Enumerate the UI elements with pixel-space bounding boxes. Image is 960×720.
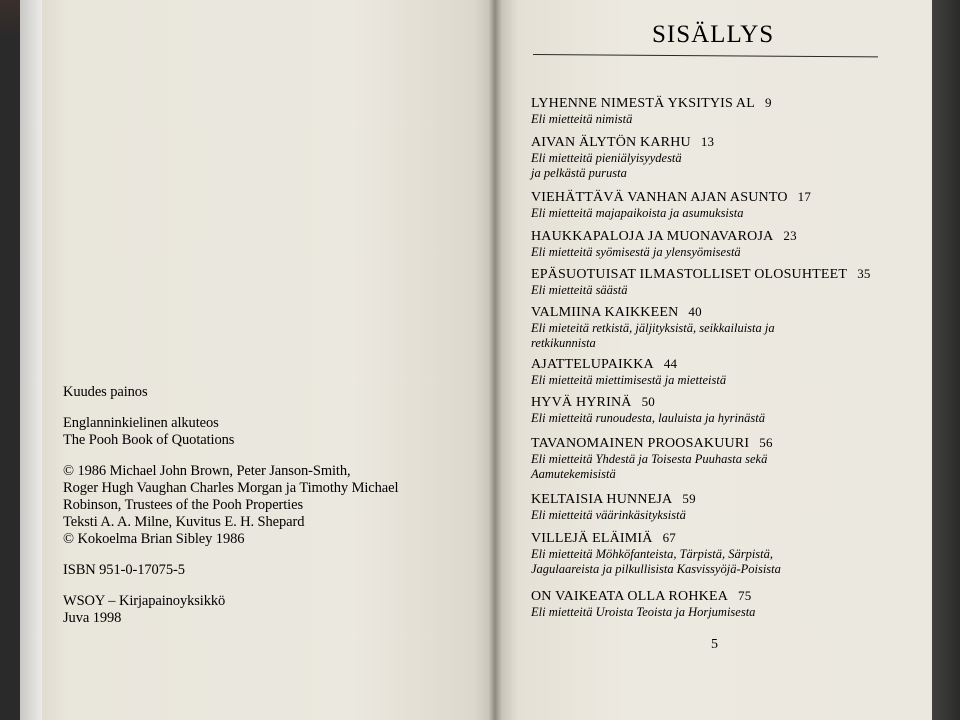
entry-page: 50 [641,394,655,409]
entry-subtitle: Eli mietteitä nimistä [531,112,633,126]
copyright-block [63,463,463,548]
entry-heading: ON VAIKEATA OLLA ROHKEA [531,589,729,604]
toc-entry [531,490,901,523]
entry-page: 75 [738,588,752,603]
copyright-line: © 1986 Michael John Brown, Peter Janson-Smith, [63,463,351,479]
copyright-line: © Kokoelma Brian Sibley 1986 [63,531,245,547]
entry-heading: HYVÄ HYRINÄ [531,395,632,410]
toc-entry [531,303,901,351]
toc-entry [531,587,901,620]
entry-heading: VALMIINA KAIKKEEN [531,305,679,320]
toc-entry [531,133,901,181]
copyright-line: Roger Hugh Vaughan Charles Morgan ja Timothy Michael [63,480,399,496]
page-number: 5 [711,637,718,652]
entry-subtitle: Eli mietteitä väärinkäsityksistä [531,508,686,522]
toc-entry [531,265,901,298]
entry-subtitle: Eli mieteitä retkistä, jäljityksistä, seikkailuista ja [531,321,775,335]
entry-page: 23 [783,228,797,243]
toc-entry [531,94,901,127]
entry-heading: KELTAISIA HUNNEJA [531,492,673,507]
toc-entry [531,188,901,221]
toc-entry [531,393,901,426]
original-title: The Pooh Book of Quotations [63,432,235,448]
entry-subtitle: Eli mietteitä Yhdestä ja Toisesta Puuhasta sekä [531,452,768,466]
place-year-text: Juva 1998 [63,610,122,626]
imprint-block [63,384,463,641]
entry-page: 9 [764,95,772,110]
edition-text: Kuudes painos [63,384,148,400]
toc-entry [531,434,901,482]
entry-page: 13 [700,134,715,149]
entry-heading: AIVAN ÄLYTÖN KARHU [531,135,691,150]
entry-subtitle: Eli mietteitä syömisestä ja ylensyömisestä [531,245,741,259]
entry-subtitle: Aamutekemisistä [531,467,616,481]
entry-heading: EPÄSUOTUISAT ILMASTOLLISET OLOSUHTEET [531,267,848,282]
toc-entry [531,355,901,388]
entry-subtitle: Jagulaareista ja pilkullisista Kasvissyöjä-Poisista [531,562,781,576]
entry-heading: VIEHÄTTÄVÄ VANHAN AJAN ASUNTO [531,190,788,205]
entry-subtitle: Eli mietteitä säästä [531,283,628,297]
copyright-line: Robinson, Trustees of the Pooh Properties [63,497,303,513]
entry-heading: VILLEJÄ ELÄIMIÄ [531,531,653,546]
book-gutter [488,0,502,720]
toc-entry [531,227,901,260]
entry-heading: HAUKKAPALOJA JA MUONAVAROJA [531,229,774,244]
contents-title: SISÄLLYS [652,21,775,48]
entry-subtitle: Eli mietteitä Uroista Teoista ja Horjumisesta [531,605,756,619]
entry-heading: LYHENNE NIMESTÄ YKSITYIS AL [531,96,755,111]
entry-subtitle: Eli mietteitä miettimisestä ja mietteistä [531,373,727,387]
entry-heading: TAVANOMAINEN PROOSAKUURI [531,436,750,451]
entry-page: 35 [857,266,871,281]
entry-page: 67 [662,530,676,545]
copyright-line: Teksti A. A. Milne, Kuvitus E. H. Shepard [63,514,305,530]
original-label: Englanninkielinen alkuteos [63,415,219,431]
left-page-edge [20,0,42,720]
entry-page: 17 [797,189,812,204]
entry-page: 56 [759,435,773,450]
entry-subtitle: Eli mietteitä pieniälyisyydestä [531,151,682,165]
entry-subtitle: Eli mietteitä majapaikoista ja asumuksista [531,206,744,220]
entry-subtitle: Eli mietteitä runoudesta, lauluista ja hyrinästä [531,411,766,425]
entry-subtitle: retkikunnista [531,336,596,350]
entry-page: 40 [688,304,702,319]
toc-entry [531,529,901,577]
printer-text: WSOY – Kirjapainoyksikkö [63,593,226,609]
entry-page: 44 [663,356,678,371]
entry-page: 59 [682,491,696,506]
entry-subtitle: Eli mietteitä Möhköfanteista, Tärpistä, Särpistä, [531,547,774,561]
entry-heading: AJATTELUPAIKKA [531,357,654,372]
entry-subtitle: ja pelkästä purusta [531,166,627,180]
isbn-text: ISBN 951-0-17075-5 [63,562,185,578]
